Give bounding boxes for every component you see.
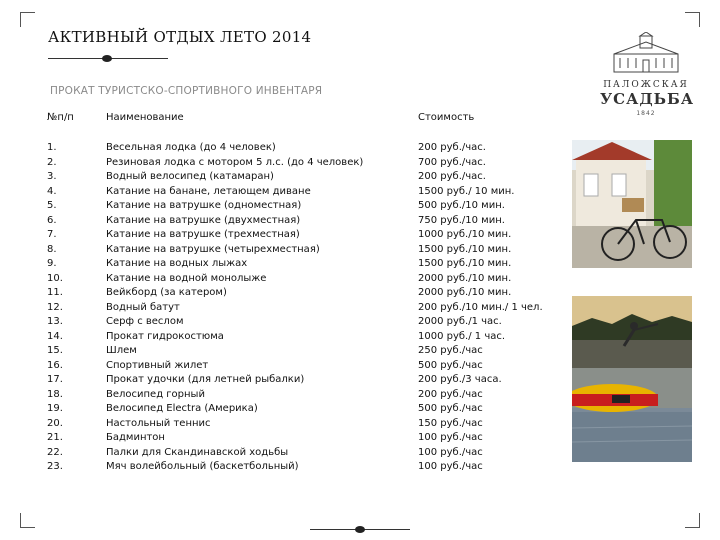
row-price: 100 руб./час <box>418 432 483 443</box>
logo-year: 1842 <box>636 110 656 117</box>
manor-house-icon <box>606 32 686 76</box>
row-price: 100 руб./час <box>418 461 483 472</box>
brand-logo <box>600 32 695 122</box>
frame-corner-bottom-left <box>20 513 35 528</box>
wakeboard-icon <box>572 296 692 372</box>
row-price: 200 руб./10 мин./ 1 чел. <box>418 301 543 313</box>
row-name: Палки для Скандинавской ходьбы <box>106 446 289 458</box>
logo-line2: УСАДЬБА <box>600 90 695 108</box>
row-price: 1000 руб./ 1 час. <box>418 330 506 342</box>
row-name: Весельная лодка (до 4 человек) <box>106 142 276 153</box>
row-name: Катание на ватрушке (одноместная) <box>106 200 302 211</box>
row-price: 500 руб./час <box>418 359 483 371</box>
row-name: Катание на водной монолыже <box>106 272 267 284</box>
row-number: 10. <box>47 272 63 284</box>
row-price: 1000 руб./10 мин. <box>418 229 512 240</box>
row-price: 150 руб./час <box>418 417 483 429</box>
row-name: Катание на банане, летающем диване <box>106 185 311 197</box>
row-number: 5. <box>47 200 57 211</box>
footer-ornament <box>310 525 410 533</box>
row-price: 1500 руб./10 мин. <box>418 243 512 255</box>
title-ornament <box>48 54 168 62</box>
row-name: Мяч волейбольный (баскетбольный) <box>106 461 299 472</box>
row-price: 2000 руб./10 мин. <box>418 287 512 298</box>
row-number: 17. <box>47 374 63 385</box>
row-name: Прокат гидрокостюма <box>106 330 224 342</box>
row-name: Настольный теннис <box>106 417 211 429</box>
row-price: 700 руб./час. <box>418 156 486 168</box>
row-name: Прокат удочки (для летней рыбалки) <box>106 374 305 385</box>
wakeboard-photo <box>572 296 692 372</box>
row-number: 6. <box>47 214 57 226</box>
trampoline-photo <box>572 368 692 462</box>
row-price: 500 руб./час <box>418 403 483 414</box>
row-number: 18. <box>47 388 63 400</box>
row-number: 16. <box>47 359 63 371</box>
row-price: 250 руб./час <box>418 345 483 356</box>
row-number: 15. <box>47 345 63 356</box>
row-number: 7. <box>47 229 57 240</box>
row-number: 21. <box>47 432 63 443</box>
row-name: Вейкборд (за катером) <box>106 287 227 298</box>
row-price: 500 руб./10 мин. <box>418 200 505 211</box>
row-name: Серф с веслом <box>106 316 184 327</box>
row-name: Катание на ватрушке (четырехместная) <box>106 243 320 255</box>
row-number: 9. <box>47 258 57 269</box>
row-price: 750 руб./10 мин. <box>418 214 505 226</box>
table-row <box>0 272 720 287</box>
row-name: Катание на ватрушке (трехместная) <box>106 229 300 240</box>
frame-corner-top-left <box>20 12 35 27</box>
row-number: 3. <box>47 171 57 182</box>
row-name: Спортивный жилет <box>106 359 209 371</box>
row-price: 200 руб./час. <box>418 171 486 182</box>
row-number: 2. <box>47 156 57 168</box>
row-number: 20. <box>47 417 63 429</box>
row-price: 1500 руб./ 10 мин. <box>418 185 515 197</box>
row-number: 19. <box>47 403 63 414</box>
logo-line1: ПАЛОЖСКАЯ <box>603 80 689 90</box>
frame-corner-bottom-right <box>685 513 700 528</box>
row-price: 2000 руб./1 час. <box>418 316 502 327</box>
row-number: 4. <box>47 185 57 197</box>
row-number: 23. <box>47 461 63 472</box>
row-number: 14. <box>47 330 63 342</box>
bicycle-icon <box>572 140 692 268</box>
row-price: 200 руб./3 часа. <box>418 374 502 385</box>
trampoline-icon <box>572 368 692 462</box>
header-price: Стоимость <box>418 112 475 123</box>
row-name: Шлем <box>106 345 137 356</box>
row-number: 13. <box>47 316 63 327</box>
row-number: 8. <box>47 243 57 255</box>
row-price: 1500 руб./10 мин. <box>418 258 512 269</box>
header-name: Наименование <box>106 112 184 123</box>
row-name: Резиновая лодка с мотором 5 л.с. (до 4 человек) <box>106 156 364 168</box>
row-price: 2000 руб./10 мин. <box>418 272 512 284</box>
bicycle-photo <box>572 140 692 268</box>
row-number: 11. <box>47 287 63 298</box>
row-name: Бадминтон <box>106 432 165 443</box>
page-title: АКТИВНЫЙ ОТДЫХ ЛЕТО 2014 <box>48 28 312 46</box>
row-name: Велосипед горный <box>106 388 205 400</box>
table-row <box>0 460 720 475</box>
row-number: 22. <box>47 446 63 458</box>
section-subtitle: ПРОКАТ ТУРИСТСКО-СПОРТИВНОГО ИНВЕНТАРЯ <box>50 85 323 97</box>
row-name: Водный батут <box>106 301 180 313</box>
row-name: Катание на водных лыжах <box>106 258 248 269</box>
row-price: 200 руб./час. <box>418 142 486 153</box>
row-price: 100 руб./час <box>418 446 483 458</box>
row-price: 200 руб./час <box>418 388 483 400</box>
row-number: 12. <box>47 301 63 313</box>
row-name: Велосипед Electra (Америка) <box>106 403 258 414</box>
header-num: №п/п <box>47 112 74 123</box>
row-name: Водный велосипед (катамаран) <box>106 171 274 182</box>
frame-corner-top-right <box>685 12 700 27</box>
row-name: Катание на ватрушке (двухместная) <box>106 214 301 226</box>
row-number: 1. <box>47 142 57 153</box>
